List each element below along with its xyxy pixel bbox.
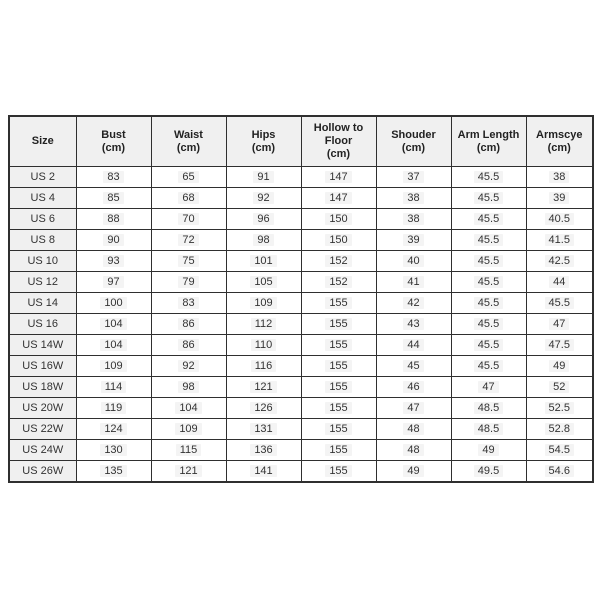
cell-value: 45.5: [474, 360, 503, 372]
column-header-label: Size: [31, 135, 54, 147]
column-header-unit: (cm): [401, 141, 426, 154]
column-header-shoulder: [376, 116, 451, 167]
table-row: [9, 209, 593, 230]
cell-value: 100: [100, 297, 126, 309]
value-cell: [76, 314, 151, 335]
value-cell: [76, 440, 151, 461]
cell-value: 45.5: [474, 171, 503, 183]
value-cell: [76, 188, 151, 209]
cell-value: 112: [251, 318, 277, 330]
value-cell: [151, 314, 226, 335]
cell-value: 38: [403, 192, 423, 204]
value-cell: [301, 293, 376, 314]
cell-value: 46: [403, 381, 423, 393]
cell-value: 38: [403, 213, 423, 225]
value-cell: [76, 419, 151, 440]
cell-value: 45.5: [474, 192, 503, 204]
column-header-hips: [226, 116, 301, 167]
value-cell: [376, 419, 451, 440]
value-cell: [376, 314, 451, 335]
cell-value: US 8: [30, 234, 55, 246]
cell-value: 40.5: [545, 213, 574, 225]
cell-value: 86: [178, 318, 198, 330]
value-cell: [526, 314, 593, 335]
value-cell: [451, 440, 526, 461]
cell-value: 135: [100, 465, 126, 477]
value-cell: [526, 440, 593, 461]
cell-value: 72: [178, 234, 198, 246]
value-cell: [376, 335, 451, 356]
value-cell: [151, 188, 226, 209]
cell-value: 47: [549, 318, 569, 330]
value-cell: [76, 356, 151, 377]
cell-value: 124: [100, 423, 126, 435]
size-cell: [9, 440, 76, 461]
value-cell: [376, 230, 451, 251]
table-row: [9, 398, 593, 419]
value-cell: [376, 251, 451, 272]
value-cell: [151, 440, 226, 461]
size-cell: [9, 335, 76, 356]
column-header-label: Arm Length: [457, 128, 520, 141]
value-cell: [301, 209, 376, 230]
table-row: [9, 188, 593, 209]
value-cell: [526, 356, 593, 377]
value-cell: [226, 272, 301, 293]
cell-value: US 24W: [22, 444, 64, 456]
size-cell: [9, 356, 76, 377]
value-cell: [451, 356, 526, 377]
size-cell: [9, 188, 76, 209]
value-cell: [526, 188, 593, 209]
value-cell: [301, 314, 376, 335]
value-cell: [301, 398, 376, 419]
cell-value: US 14: [27, 297, 59, 309]
value-cell: [451, 188, 526, 209]
cell-value: 37: [403, 171, 423, 183]
value-cell: [76, 272, 151, 293]
cell-value: 155: [325, 444, 351, 456]
value-cell: [226, 440, 301, 461]
column-header-unit: (cm): [547, 141, 571, 154]
table-row: [9, 314, 593, 335]
cell-value: 44: [549, 276, 569, 288]
cell-value: 96: [253, 213, 273, 225]
cell-value: 75: [178, 255, 198, 267]
value-cell: [151, 335, 226, 356]
cell-value: 41: [403, 276, 423, 288]
column-header-label: Shouder: [391, 128, 436, 141]
value-cell: [451, 335, 526, 356]
value-cell: [526, 293, 593, 314]
cell-value: 105: [250, 276, 276, 288]
cell-value: 48.5: [474, 423, 503, 435]
column-header-arm-length: [451, 116, 526, 167]
cell-value: 41.5: [545, 234, 574, 246]
cell-value: 45.5: [474, 318, 503, 330]
cell-value: 97: [103, 276, 123, 288]
table-row: [9, 461, 593, 482]
size-table-body: [9, 167, 593, 482]
value-cell: [301, 188, 376, 209]
value-cell: [451, 293, 526, 314]
cell-value: 83: [178, 297, 198, 309]
value-cell: [301, 356, 376, 377]
column-header-label: Bust: [101, 128, 126, 141]
value-cell: [526, 461, 593, 482]
table-row: [9, 335, 593, 356]
cell-value: 38: [549, 171, 569, 183]
value-cell: [226, 377, 301, 398]
value-cell: [526, 377, 593, 398]
cell-value: 44: [403, 339, 423, 351]
cell-value: 39: [403, 234, 423, 246]
size-cell: [9, 209, 76, 230]
value-cell: [226, 167, 301, 188]
value-cell: [451, 251, 526, 272]
value-cell: [76, 230, 151, 251]
size-cell: [9, 314, 76, 335]
cell-value: US 16W: [22, 360, 64, 372]
cell-value: 155: [325, 360, 351, 372]
size-cell: [9, 398, 76, 419]
value-cell: [151, 272, 226, 293]
size-cell: [9, 272, 76, 293]
value-cell: [226, 356, 301, 377]
size-table: [8, 115, 594, 483]
size-cell: [9, 293, 76, 314]
cell-value: 155: [325, 402, 351, 414]
value-cell: [151, 356, 226, 377]
value-cell: [76, 293, 151, 314]
cell-value: 114: [101, 381, 127, 393]
cell-value: 155: [325, 381, 351, 393]
value-cell: [526, 209, 593, 230]
cell-value: 147: [325, 192, 351, 204]
value-cell: [226, 251, 301, 272]
column-header-unit: (cm): [176, 141, 201, 154]
cell-value: 45: [403, 360, 423, 372]
cell-value: 45.5: [474, 255, 503, 267]
value-cell: [376, 293, 451, 314]
cell-value: 121: [250, 381, 276, 393]
value-cell: [526, 167, 593, 188]
cell-value: 155: [325, 318, 351, 330]
value-cell: [151, 398, 226, 419]
cell-value: 45.5: [474, 297, 503, 309]
value-cell: [451, 230, 526, 251]
column-header-bust: [76, 116, 151, 167]
column-header-unit: (cm): [476, 141, 501, 154]
value-cell: [301, 377, 376, 398]
size-cell: [9, 419, 76, 440]
cell-value: 42.5: [545, 255, 574, 267]
value-cell: [226, 314, 301, 335]
value-cell: [526, 230, 593, 251]
cell-value: 131: [250, 423, 276, 435]
cell-value: 79: [178, 276, 198, 288]
value-cell: [226, 461, 301, 482]
value-cell: [76, 377, 151, 398]
value-cell: [376, 209, 451, 230]
cell-value: 152: [325, 276, 351, 288]
table-row: [9, 377, 593, 398]
cell-value: 45.5: [474, 234, 503, 246]
value-cell: [226, 293, 301, 314]
value-cell: [226, 335, 301, 356]
value-cell: [76, 461, 151, 482]
cell-value: US 10: [27, 255, 59, 267]
cell-value: 98: [178, 381, 198, 393]
value-cell: [376, 398, 451, 419]
cell-value: 130: [100, 444, 126, 456]
cell-value: 65: [178, 171, 198, 183]
cell-value: 68: [178, 192, 198, 204]
cell-value: 42: [403, 297, 423, 309]
cell-value: 104: [100, 339, 126, 351]
column-header-unit: (cm): [101, 141, 126, 154]
value-cell: [376, 167, 451, 188]
cell-value: 47.5: [545, 339, 574, 351]
value-cell: [301, 335, 376, 356]
value-cell: [226, 230, 301, 251]
cell-value: 109: [175, 423, 201, 435]
cell-value: 150: [325, 234, 351, 246]
cell-value: US 26W: [22, 464, 64, 477]
table-row: [9, 293, 593, 314]
cell-value: 85: [103, 192, 123, 204]
cell-value: 52.5: [545, 402, 574, 414]
cell-value: 49.5: [474, 465, 503, 477]
cell-value: 88: [103, 213, 123, 225]
value-cell: [526, 272, 593, 293]
cell-value: 86: [178, 339, 198, 351]
value-cell: [376, 377, 451, 398]
cell-value: 116: [251, 360, 277, 372]
cell-value: 104: [175, 402, 201, 414]
column-header-waist: [151, 116, 226, 167]
cell-value: 136: [250, 444, 276, 456]
cell-value: 45.5: [474, 339, 503, 351]
value-cell: [451, 272, 526, 293]
value-cell: [226, 209, 301, 230]
table-row: [9, 167, 593, 188]
value-cell: [451, 314, 526, 335]
cell-value: 119: [101, 402, 127, 414]
cell-value: 54.6: [545, 465, 574, 477]
value-cell: [301, 167, 376, 188]
cell-value: 49: [403, 465, 423, 477]
value-cell: [151, 167, 226, 188]
value-cell: [451, 377, 526, 398]
size-cell: [9, 230, 76, 251]
cell-value: 90: [103, 234, 123, 246]
cell-value: 48.5: [474, 402, 503, 414]
cell-value: 47: [403, 402, 423, 414]
value-cell: [76, 167, 151, 188]
column-header-label: Armscye: [536, 128, 583, 141]
value-cell: [151, 293, 226, 314]
cell-value: 101: [250, 255, 276, 267]
cell-value: 152: [325, 255, 351, 267]
value-cell: [526, 251, 593, 272]
cell-value: US 12: [27, 276, 59, 288]
cell-value: 52.8: [545, 423, 574, 435]
value-cell: [151, 209, 226, 230]
value-cell: [376, 440, 451, 461]
cell-value: 48: [403, 444, 423, 456]
value-cell: [301, 461, 376, 482]
cell-value: 43: [403, 318, 423, 330]
value-cell: [76, 209, 151, 230]
cell-value: 45.5: [474, 213, 503, 225]
size-cell: [9, 377, 76, 398]
table-row: [9, 419, 593, 440]
cell-value: US 18W: [22, 381, 64, 393]
cell-value: 92: [178, 360, 198, 372]
value-cell: [376, 188, 451, 209]
value-cell: [301, 419, 376, 440]
cell-value: 155: [325, 339, 351, 351]
value-cell: [376, 461, 451, 482]
cell-value: 54.5: [545, 444, 574, 456]
table-row: [9, 440, 593, 461]
cell-value: 104: [100, 318, 126, 330]
table-row: [9, 356, 593, 377]
cell-value: 49: [478, 444, 498, 456]
cell-value: US 20W: [22, 402, 64, 414]
cell-value: US 4: [30, 192, 55, 204]
value-cell: [451, 167, 526, 188]
size-cell: [9, 251, 76, 272]
value-cell: [451, 461, 526, 482]
cell-value: US 2: [30, 171, 55, 183]
column-header-unit: (cm): [326, 148, 351, 160]
value-cell: [526, 398, 593, 419]
cell-value: 47: [478, 381, 498, 393]
cell-value: 155: [325, 297, 351, 309]
cell-value: 40: [403, 255, 423, 267]
cell-value: US 14W: [22, 339, 64, 351]
value-cell: [151, 230, 226, 251]
value-cell: [151, 377, 226, 398]
value-cell: [376, 356, 451, 377]
table-header-row: [9, 116, 593, 167]
value-cell: [76, 335, 151, 356]
cell-value: 83: [103, 171, 123, 183]
column-header-label: Hips: [251, 128, 276, 141]
value-cell: [301, 272, 376, 293]
value-cell: [301, 440, 376, 461]
cell-value: 92: [253, 192, 273, 204]
cell-value: US 22W: [22, 423, 64, 435]
cell-value: 121: [175, 465, 201, 477]
value-cell: [526, 419, 593, 440]
table-row: [9, 272, 593, 293]
cell-value: 45.5: [545, 297, 574, 309]
column-header-size: [9, 116, 76, 167]
cell-value: 93: [103, 255, 123, 267]
cell-value: 155: [325, 465, 351, 477]
value-cell: [301, 230, 376, 251]
column-header-hollow-to-floor: [301, 116, 376, 167]
value-cell: [226, 419, 301, 440]
value-cell: [151, 461, 226, 482]
cell-value: 45.5: [474, 276, 503, 288]
cell-value: 150: [325, 213, 351, 225]
value-cell: [451, 209, 526, 230]
value-cell: [301, 251, 376, 272]
value-cell: [226, 188, 301, 209]
value-cell: [451, 398, 526, 419]
value-cell: [451, 419, 526, 440]
column-header-armscye: [526, 116, 593, 167]
value-cell: [76, 251, 151, 272]
cell-value: 147: [325, 171, 351, 183]
size-cell: [9, 167, 76, 188]
cell-value: 39: [549, 192, 569, 204]
value-cell: [376, 272, 451, 293]
cell-value: 155: [325, 423, 351, 435]
value-cell: [526, 335, 593, 356]
cell-value: 115: [176, 444, 202, 456]
cell-value: 98: [253, 234, 273, 246]
cell-value: 141: [250, 465, 276, 477]
value-cell: [151, 251, 226, 272]
cell-value: 70: [178, 213, 198, 225]
cell-value: 109: [250, 297, 276, 309]
value-cell: [151, 419, 226, 440]
value-cell: [76, 398, 151, 419]
cell-value: US 6: [30, 213, 55, 225]
column-header-label: Hollow to Floor: [313, 122, 364, 147]
table-row: [9, 251, 593, 272]
cell-value: 91: [253, 171, 273, 183]
cell-value: 110: [251, 339, 277, 351]
size-cell: [9, 461, 76, 482]
column-header-unit: (cm): [251, 141, 276, 154]
cell-value: 52: [549, 381, 569, 393]
table-row: [9, 230, 593, 251]
cell-value: US 16: [27, 318, 59, 330]
cell-value: 48: [403, 423, 423, 435]
cell-value: 49: [549, 360, 569, 372]
cell-value: 109: [100, 360, 126, 372]
cell-value: 126: [250, 402, 276, 414]
value-cell: [226, 398, 301, 419]
column-header-label: Waist: [174, 128, 203, 141]
